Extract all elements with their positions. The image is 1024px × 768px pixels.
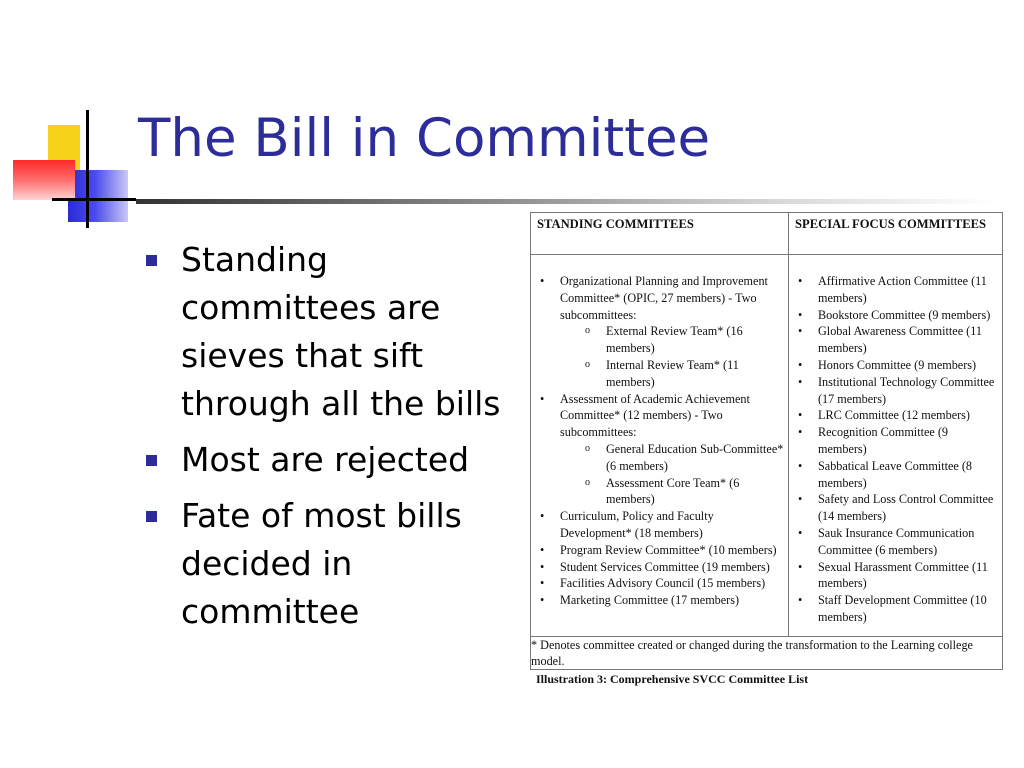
committee-table: [530, 212, 1003, 670]
subcommittee-list: [560, 441, 784, 508]
committee-name: Marketing Committee (17 members): [560, 593, 740, 608]
subcommittee-name: External Review Team* (16 members): [606, 324, 743, 356]
committee-name: Affirmative Action Committee (11 members): [818, 274, 987, 305]
committee-list-figure: [530, 212, 1003, 688]
special-committee-item: [793, 458, 998, 492]
bullet-dot-icon: •: [798, 307, 803, 322]
subcommittee-list: [560, 323, 784, 390]
bullet-text: Most are rejected: [181, 440, 470, 479]
committee-name: Staff Development Committee (10 members): [818, 593, 987, 624]
special-committee-item: [793, 491, 998, 525]
bullet-list: [146, 236, 526, 644]
bullet-dot-icon: •: [798, 324, 803, 339]
square-bullet-icon: [146, 455, 157, 466]
bullet-dot-icon: •: [798, 593, 803, 608]
special-committee-item: [793, 273, 998, 307]
subcommittee-item: [560, 357, 784, 391]
committee-name: Curriculum, Policy and Faculty Development* (18 members): [560, 509, 714, 540]
special-committee-item: [793, 323, 998, 357]
bullet-dot-icon: •: [540, 559, 545, 574]
bullet-dot-icon: •: [798, 274, 803, 288]
subcommittee-name: General Education Sub-Committee* (6 members): [606, 441, 784, 473]
committee-name: Institutional Technology Committee (17 members): [818, 374, 995, 406]
committee-name: Program Review Committee* (10 members): [560, 542, 777, 557]
special-committee-item: [793, 424, 998, 458]
logo-horizontal-line: [52, 198, 136, 201]
bullet-dot-icon: •: [540, 509, 545, 524]
standing-committee-item: [535, 391, 784, 509]
subcommittee-item: [560, 441, 784, 475]
logo-red-square: [13, 160, 75, 200]
bullet-dot-icon: •: [798, 525, 803, 540]
subcommittee-name: Internal Review Team* (11 members): [606, 357, 739, 389]
committee-name: Honors Committee (9 members): [818, 357, 977, 372]
bullet-dot-icon: •: [798, 425, 803, 440]
committee-name: Assessment of Academic Achievement Committee* (12 members) - Two subcommittees:: [560, 391, 750, 440]
title-underline: [136, 199, 996, 204]
standing-committee-item: [535, 508, 784, 542]
committee-name: Sexual Harassment Committee (11 members): [818, 559, 988, 591]
bullet-dot-icon: •: [540, 576, 545, 591]
standing-committee-item: [535, 542, 784, 559]
bullet-text: Fate of most bills decided in committee: [181, 496, 462, 631]
special-committee-item: [793, 407, 998, 424]
committee-name: Facilities Advisory Council (15 members): [560, 576, 766, 591]
square-bullet-icon: [146, 255, 157, 266]
bullet-item: [146, 436, 526, 484]
bullet-dot-icon: •: [540, 593, 545, 608]
standing-committees-list: [535, 273, 784, 609]
hollow-circle-bullet-icon: o: [585, 358, 590, 370]
slide-title: The Bill in Committee: [138, 108, 711, 169]
bullet-dot-icon: •: [540, 391, 545, 406]
special-committee-item: [793, 307, 998, 324]
hollow-circle-bullet-icon: o: [585, 442, 590, 454]
bullet-dot-icon: •: [798, 408, 803, 423]
bullet-item: [146, 492, 526, 636]
committee-name: Sauk Insurance Communication Committee (6 members): [818, 525, 975, 557]
standing-committees-header: STANDING COMMITTEES: [531, 213, 789, 255]
bullet-dot-icon: •: [540, 542, 545, 557]
committee-name: Safety and Loss Control Committee (14 members): [818, 492, 994, 524]
hollow-circle-bullet-icon: o: [585, 476, 590, 488]
standing-committee-item: [535, 273, 784, 391]
bullet-dot-icon: •: [798, 492, 803, 507]
bullet-item: [146, 236, 526, 428]
bullet-dot-icon: •: [798, 458, 803, 473]
standing-committee-item: [535, 575, 784, 592]
special-committees-header: SPECIAL FOCUS COMMITTEES: [789, 213, 1003, 255]
subcommittee-item: [560, 475, 784, 509]
subcommittee-item: [560, 323, 784, 357]
special-committee-item: [793, 357, 998, 374]
hollow-circle-bullet-icon: o: [585, 325, 590, 337]
bullet-dot-icon: •: [798, 559, 803, 574]
table-footnote: * Denotes committee created or changed during the transformation to the Learning college model.: [531, 636, 1003, 669]
committee-name: Student Services Committee (19 members): [560, 559, 770, 574]
figure-caption: Illustration 3: Comprehensive SVCC Committee List: [536, 671, 809, 686]
subcommittee-name: Assessment Core Team* (6 members): [606, 475, 740, 507]
special-committee-item: [793, 592, 998, 626]
special-committee-item: [793, 374, 998, 408]
bullet-dot-icon: •: [540, 274, 545, 288]
special-committee-item: [793, 559, 998, 593]
special-committees-list: [793, 273, 998, 626]
bullet-text: Standing committees are sieves that sift through all the bills: [181, 240, 501, 423]
committee-name: Organizational Planning and Improvement Committee* (OPIC, 27 members) - Two subcommittees:: [560, 274, 768, 322]
bullet-dot-icon: •: [798, 374, 803, 389]
committee-name: Recognition Committee (9 members): [818, 425, 948, 456]
committee-name: Bookstore Committee (9 members): [818, 307, 991, 322]
square-bullet-icon: [146, 511, 157, 522]
committee-name: LRC Committee (12 members): [818, 408, 970, 423]
committee-name: Sabbatical Leave Committee (8 members): [818, 458, 972, 490]
logo-blue-square: [68, 170, 128, 222]
logo-vertical-line: [86, 110, 89, 228]
special-committee-item: [793, 525, 998, 559]
bullet-dot-icon: •: [798, 357, 803, 372]
committee-name: Global Awareness Committee (11 members): [818, 324, 982, 356]
standing-committee-item: [535, 559, 784, 576]
standing-committee-item: [535, 592, 784, 609]
